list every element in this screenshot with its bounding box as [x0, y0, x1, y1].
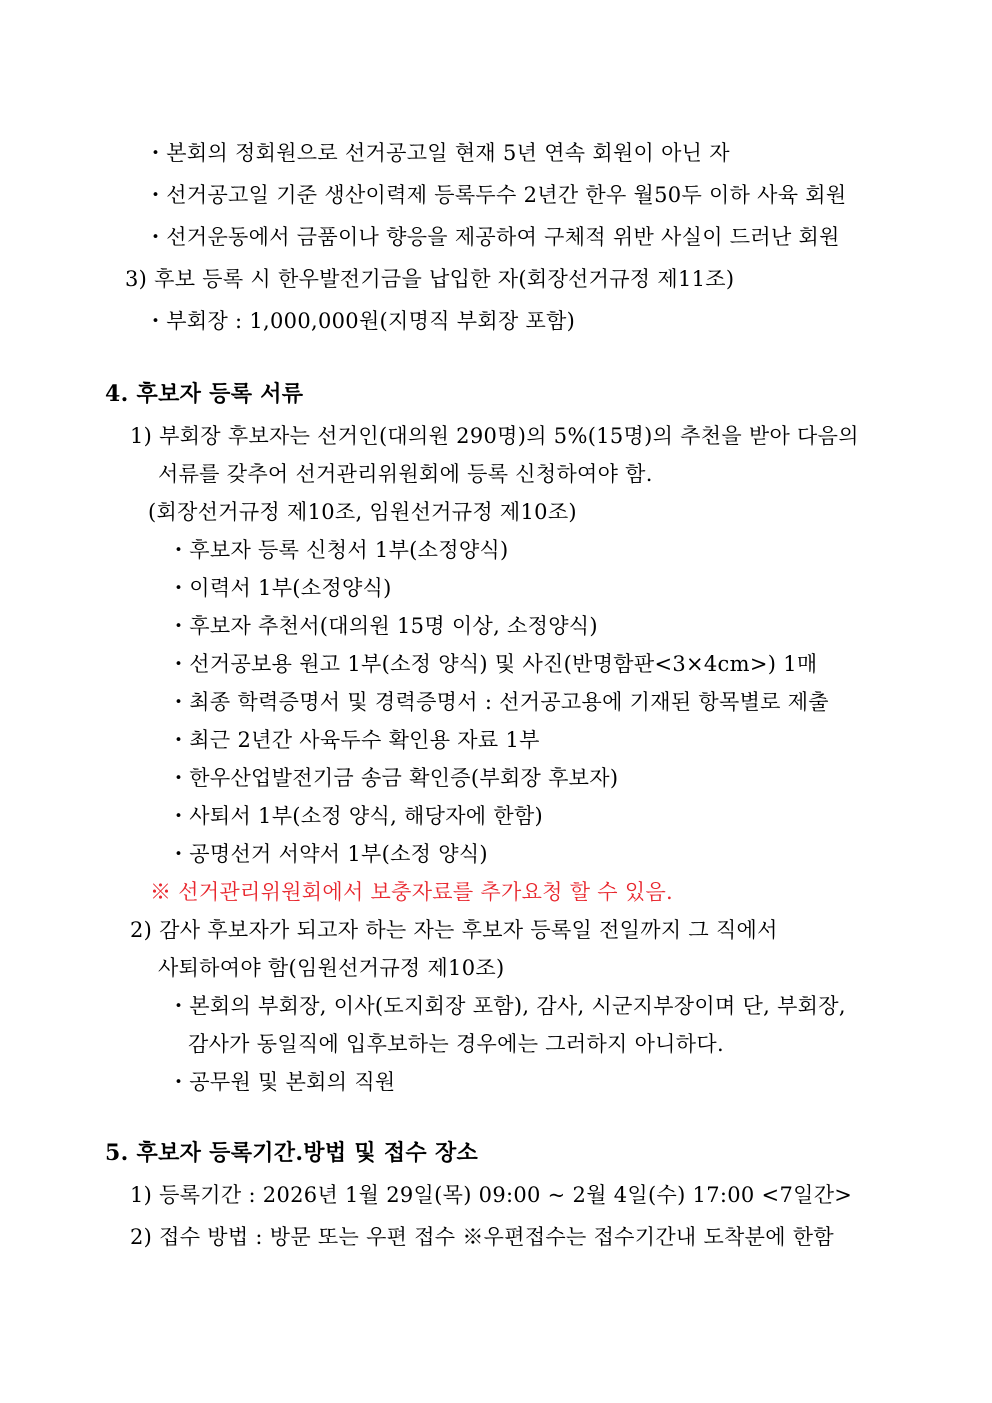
fund-amount-bullet: ・부회장 : 1,000,000원(지명직 부회장 포함): [145, 309, 576, 333]
auditor-item-2-line-1: 2) 감사 후보자가 되고자 하는 자는 후보자 등록일 전일까지 그 직에서: [130, 918, 778, 942]
document-list-item: ・최근 2년간 사육두수 확인용 자료 1부: [168, 728, 540, 752]
document-list-item: ・후보자 등록 신청서 1부(소정양식): [168, 538, 509, 562]
document-list-item: ・이력서 1부(소정양식): [168, 576, 392, 600]
section-5-heading: 5. 후보자 등록기간․방법 및 접수 장소: [105, 1140, 479, 1166]
section-4-heading: 4. 후보자 등록 서류: [105, 381, 304, 407]
auditor-item-2-line-2: 사퇴하여야 함(임원선거규정 제10조): [158, 956, 505, 980]
supplementary-note: ※ 선거관리위원회에서 보충자료를 추가요청 할 수 있음.: [150, 880, 674, 904]
fund-requirement-item: 3) 후보 등록 시 한우발전기금을 납입한 자(회장선거규정 제11조): [125, 267, 735, 291]
document-list-item: ・후보자 추천서(대의원 15명 이상, 소정양식): [168, 614, 598, 638]
registration-item-1-line-2: 서류를 갖추어 선거관리위원회에 등록 신청하여야 함.: [158, 462, 653, 486]
auditor-bullet-2: ・공무원 및 본회의 직원: [168, 1070, 396, 1094]
registration-item-1-line-1: 1) 부회장 후보자는 선거인(대의원 290명)의 5%(15명)의 추천을 받아 다음의: [130, 424, 859, 448]
document-list-item: ・선거공보용 원고 1부(소정 양식) 및 사진(반명함판<3×4cm>) 1매: [168, 652, 818, 676]
document-list-item: ・한우산업발전기금 송금 확인증(부회장 후보자): [168, 766, 619, 790]
auditor-bullet-1-line-2: 감사가 동일직에 입후보하는 경우에는 그러하지 아니하다.: [188, 1032, 724, 1056]
document-list-item: ・공명선거 서약서 1부(소정 양식): [168, 842, 488, 866]
registration-regulation-ref: (회장선거규정 제10조, 임원선거규정 제10조): [148, 500, 577, 524]
eligibility-bullet-1: ・본회의 정회원으로 선거공고일 현재 5년 연속 회원이 아닌 자: [145, 141, 730, 165]
document-list-item: ・최종 학력증명서 및 경력증명서 : 선거공고용에 기재된 항목별로 제출: [168, 690, 829, 714]
eligibility-bullet-2: ・선거공고일 기준 생산이력제 등록두수 2년간 한우 월50두 이하 사육 회원: [145, 183, 847, 207]
submission-method: 2) 접수 방법 : 방문 또는 우편 접수 ※우편접수는 접수기간내 도착분에 한함: [130, 1225, 834, 1249]
eligibility-bullet-3: ・선거운동에서 금품이나 향응을 제공하여 구체적 위반 사실이 드러난 회원: [145, 225, 840, 249]
document-list-item: ・사퇴서 1부(소정 양식, 해당자에 한함): [168, 804, 544, 828]
auditor-bullet-1-line-1: ・본회의 부회장, 이사(도지회장 포함), 감사, 시군지부장이며 단, 부회장,: [168, 994, 846, 1018]
registration-period: 1) 등록기간 : 2026년 1월 29일(목) 09:00 ~ 2월 4일(수) 17:00 <7일간>: [130, 1183, 853, 1207]
